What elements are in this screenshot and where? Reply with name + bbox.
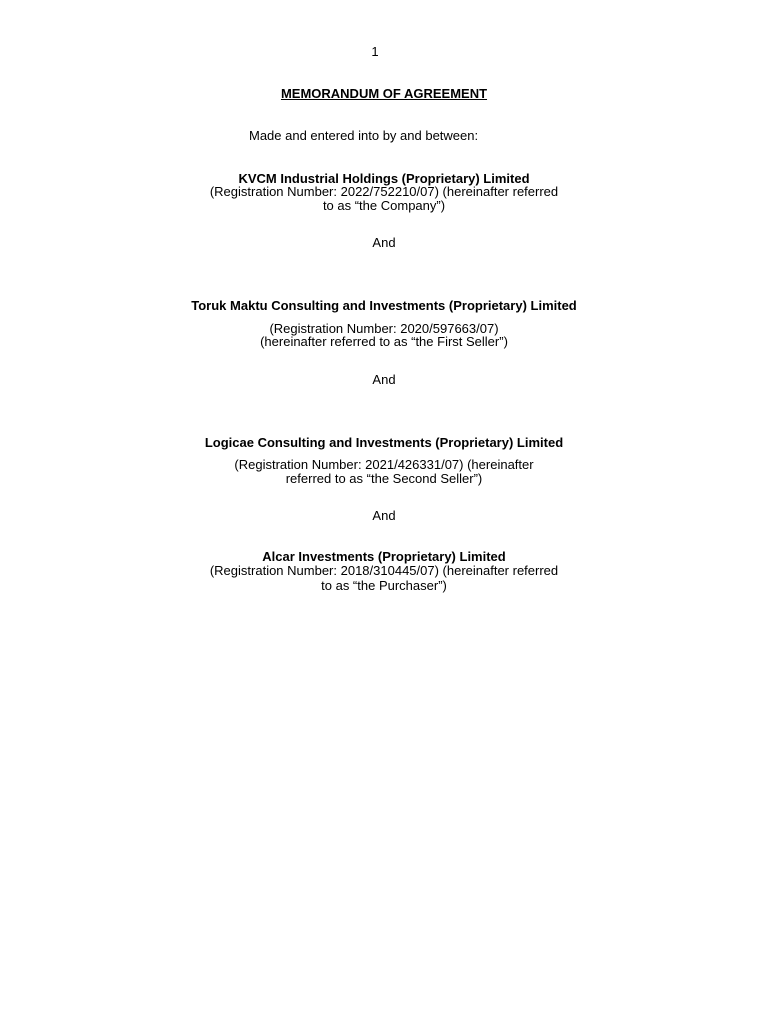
party-1-name: KVCM Industrial Holdings (Proprietary) Limited: [238, 171, 530, 186]
party-3-name: Logicae Consulting and Investments (Proprietary) Limited: [204, 435, 564, 450]
party-2-name: Toruk Maktu Consulting and Investments (Proprietary) Limited: [191, 298, 577, 313]
party-1-registration: (Registration Number: 2022/752210/07) (hereinafter referred: [209, 184, 559, 199]
party-3-reference: referred to as “the Second Seller”): [285, 471, 483, 486]
party-3-registration: (Registration Number: 2021/426331/07) (hereinafter: [234, 457, 534, 472]
party-1-reference: to as “the Company”): [322, 198, 446, 213]
party-2-registration: (Registration Number: 2020/597663/07): [269, 321, 499, 336]
party-4-reference: to as “the Purchaser”): [321, 578, 447, 593]
separator-and-2: And: [372, 372, 396, 387]
party-4-registration: (Registration Number: 2018/310445/07) (hereinafter referred: [209, 563, 559, 578]
intro-text: Made and entered into by and between:: [249, 128, 479, 143]
party-4-name: Alcar Investments (Proprietary) Limited: [262, 549, 506, 564]
document-title: MEMORANDUM OF AGREEMENT: [280, 86, 488, 101]
party-2-reference: (hereinafter referred to as “the First Seller”): [260, 334, 508, 349]
separator-and-3: And: [372, 508, 396, 523]
separator-and-1: And: [372, 235, 396, 250]
page-number: 1: [371, 44, 379, 59]
